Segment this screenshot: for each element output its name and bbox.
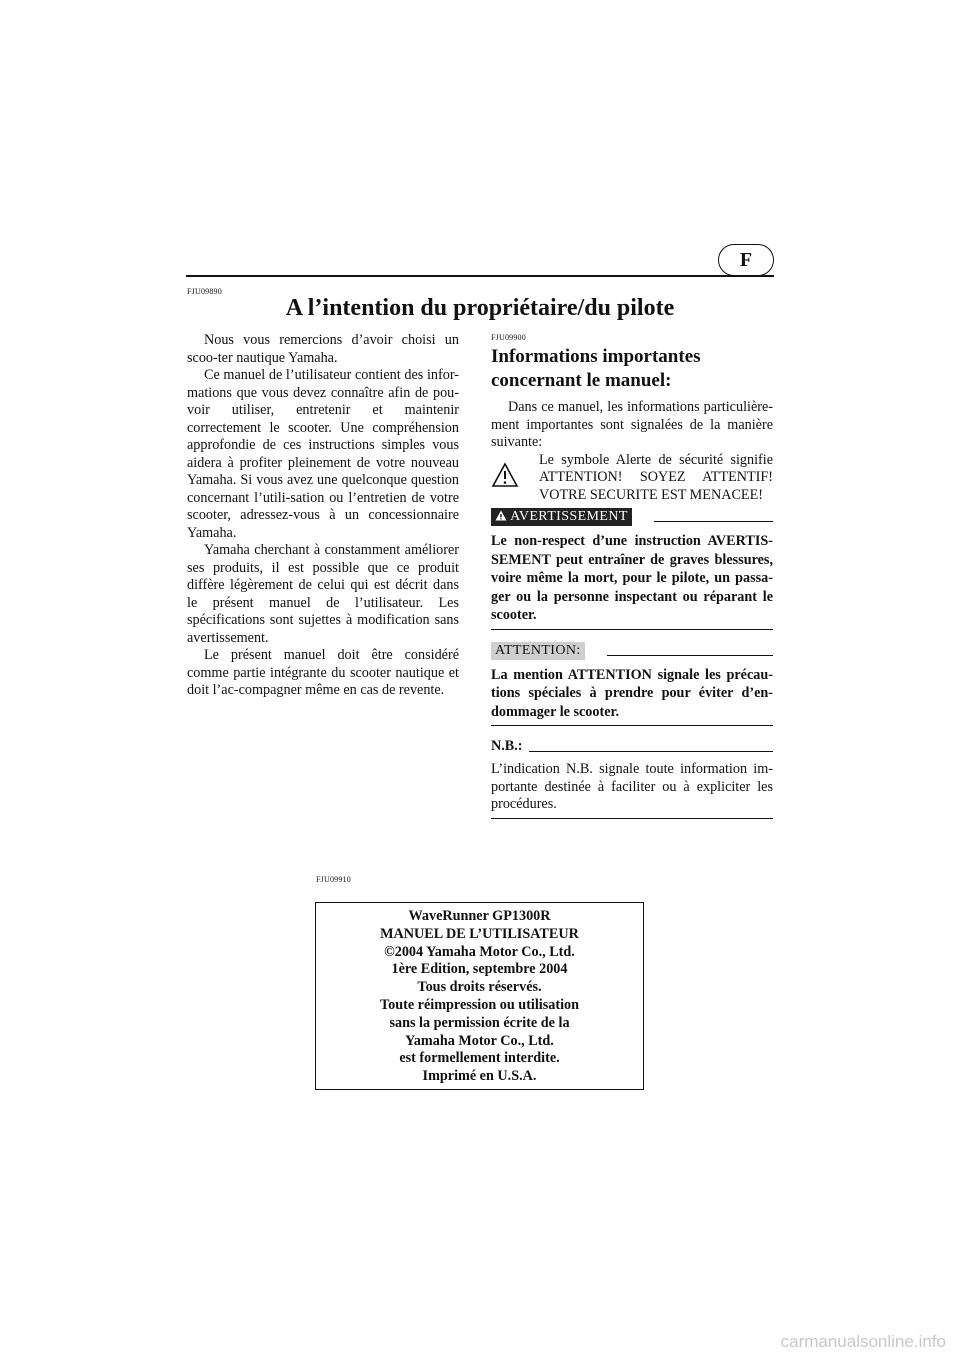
left-column [187,332,459,700]
safety-alert [491,452,773,505]
section-title: Informations importantes concernant le manuel: [491,346,701,391]
copyright-line: 1ère Edition, septembre 2004 [391,961,568,978]
section-code: FJU09890 [187,287,222,296]
copyright-line: est formellement interdite. [399,1050,560,1067]
copyright-line: Toute réimpression ou utilisation [379,996,580,1013]
divider [491,725,773,726]
nb-header [491,738,773,755]
copyright-line: ©2004 Yamaha Motor Co., Ltd. [384,943,575,960]
warning-header [491,508,773,526]
intro-paragraph: Dans ce manuel, les informations particulière-ment importantes sont signalées de la manière suivante: [491,399,773,450]
copyright-line: WaveRunner GP1300R [408,908,551,924]
paragraph: Ce manuel de l’utilisateur contient des infor-mations que vous devez connaître afin de pou-voir utiliser, entretenir et maintenir correctement le scooter. Une compréhension approfondie de ces instructions simples vous aidera à profiter pleinement de votre nouveau Yamaha. Si vous avez une quelconque question concernant l’utili-sation ou l’entretien de votre scooter, adressez-vous à un concessionnaire Yamaha. [187,367,459,541]
warning-text: Le non-respect d’une instruction AVERTIS-SEMENT peut entraîner de graves blessures, voire même la mort, pour le pilote, un passa-ger ou la personne inspectant ou réparant le scooter. [491,533,773,623]
watermark: carmanualsonline.info [780,1332,946,1351]
section-code: FJU09900 [491,333,526,342]
warning-triangle-icon [491,452,539,505]
language-badge: F [718,244,774,276]
header-rule [186,275,774,277]
copyright-line: sans la permission écrite de la [389,1014,570,1031]
paragraph: Nous vous remercions d’avoir choisi un scoo-ter nautique Yamaha. [187,332,459,366]
copyright-line: Yamaha Motor Co., Ltd. [405,1032,554,1049]
alert-text: Le symbole Alerte de sécurité signifie ATTENTION! SOYEZ ATTENTIF! VOTRE SECURITE EST MENACEE! [539,451,773,503]
paragraph: Le présent manuel doit être considéré comme partie intégrante du scooter nautique et doit l’ac-compagner même en cas de revente. [187,647,459,698]
nb-text: L’indication N.B. signale toute information im-portante destinée à faciliter ou à expliciter les procédures. [491,761,773,812]
nb-label: N.B.: [491,738,523,754]
caution-text: La mention ATTENTION signale les précau-tions spéciales à prendre pour éviter d’en-dommager le scooter. [491,666,773,720]
copyright-line: Tous droits réservés. [417,979,542,996]
right-column [491,333,773,819]
warning-label: AVERTISSEMENT [491,508,632,526]
page-title: A l’intention du propriétaire/du pilote [285,295,675,321]
section-code: FJU09910 [316,875,351,884]
caution-header [491,642,773,660]
divider [491,818,773,819]
divider [491,629,773,630]
caution-label: ATTENTION: [491,642,585,660]
warning-icon [495,510,507,521]
paragraph: Yamaha cherchant à constamment améliorer ses produits, il est possible que ce produit diffère légèrement de celui qui est décrit dans le présent manuel de l’utilisateur. Les spécifications sont sujettes à modification sans avertissement. [187,542,459,646]
copyright-line: MANUEL DE L’UTILISATEUR [380,925,579,942]
copyright-box [315,902,644,1090]
copyright-line: Imprimé en U.S.A. [422,1068,537,1085]
